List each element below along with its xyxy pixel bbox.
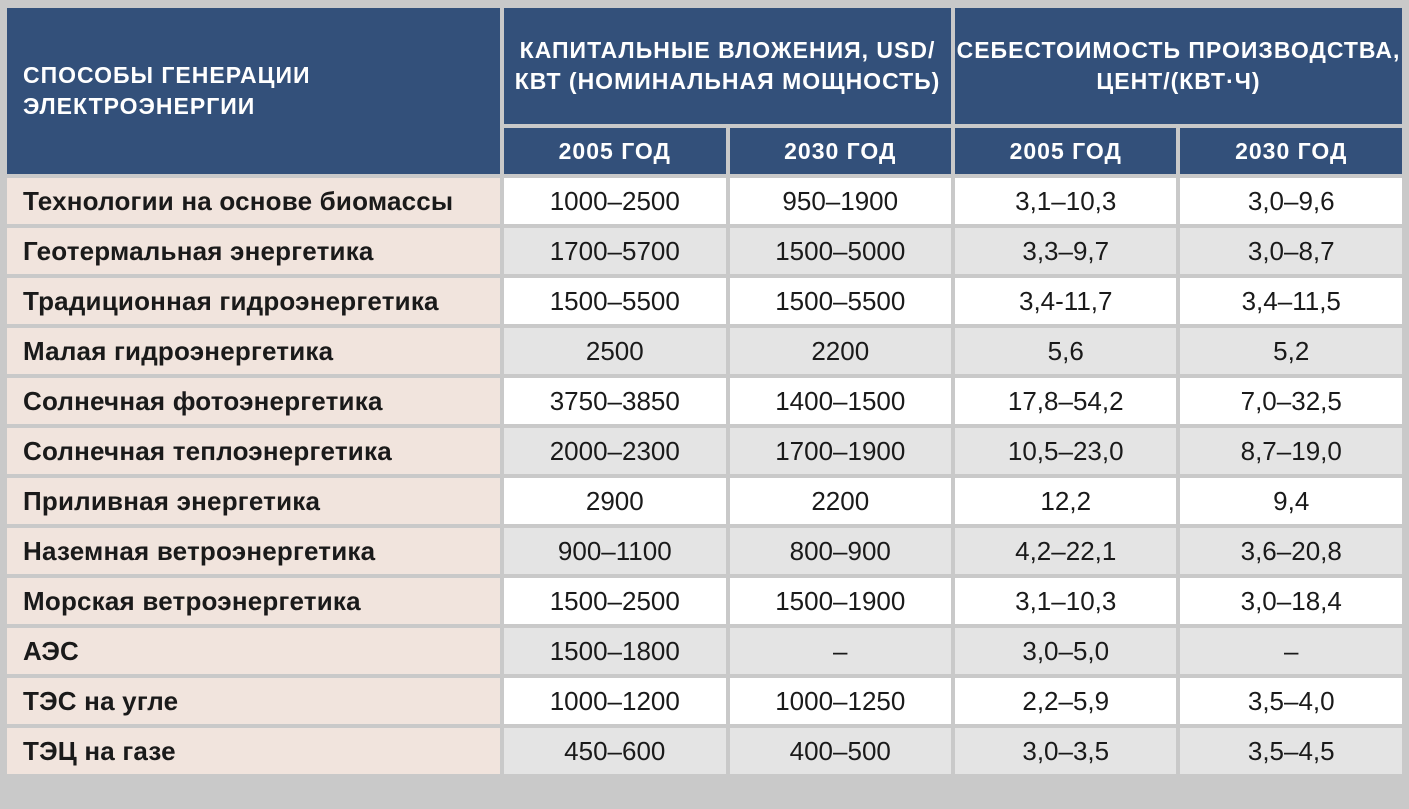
cell-cost-2030: 3,6–20,8 [1180,528,1402,574]
cell-capital-2030: 2200 [730,478,951,524]
table-row [7,328,1402,374]
cell-cost-2030: – [1180,628,1402,674]
table-row [7,578,1402,624]
table-row [7,628,1402,674]
row-label: Геотермальная энергетика [7,228,500,274]
row-label: Технологии на основе биомассы [7,178,500,224]
cell-cost-2005: 5,6 [955,328,1176,374]
cell-capital-2005: 2500 [504,328,725,374]
cell-capital-2005: 1000–2500 [504,178,725,224]
table-row [7,228,1402,274]
cell-cost-2030: 8,7–19,0 [1180,428,1402,474]
cell-cost-2030: 3,4–11,5 [1180,278,1402,324]
header-year-cap-2005: 2005 ГОД [504,128,725,174]
row-label: Приливная энергетика [7,478,500,524]
cell-capital-2005: 900–1100 [504,528,725,574]
cell-cost-2005: 3,4-11,7 [955,278,1176,324]
cell-capital-2030: 800–900 [730,528,951,574]
cell-cost-2005: 3,3–9,7 [955,228,1176,274]
cell-cost-2030: 3,0–9,6 [1180,178,1402,224]
table-row [7,678,1402,724]
cell-capital-2005: 2900 [504,478,725,524]
row-label: Солнечная теплоэнергетика [7,428,500,474]
cell-capital-2030: – [730,628,951,674]
table-row [7,728,1402,774]
header-capital-investment: КАПИТАЛЬНЫЕ ВЛОЖЕНИЯ, USD/КВТ (НОМИНАЛЬНАЯ МОЩНОСТЬ) [504,8,951,124]
cell-cost-2005: 10,5–23,0 [955,428,1176,474]
header-year-cost-2030: 2030 ГОД [1180,128,1402,174]
energy-cost-table [3,4,1406,778]
cell-capital-2030: 1700–1900 [730,428,951,474]
cell-capital-2030: 2200 [730,328,951,374]
cell-capital-2005: 1500–5500 [504,278,725,324]
header-generation-methods: СПОСОБЫ ГЕНЕРАЦИИ ЭЛЕКТРОЭНЕРГИИ [7,8,500,174]
cell-cost-2005: 2,2–5,9 [955,678,1176,724]
cell-cost-2005: 3,1–10,3 [955,178,1176,224]
row-label: ТЭЦ на газе [7,728,500,774]
cell-cost-2005: 12,2 [955,478,1176,524]
row-label: АЭС [7,628,500,674]
table-row [7,528,1402,574]
table-row [7,428,1402,474]
cell-capital-2030: 1500–1900 [730,578,951,624]
header-year-cap-2030: 2030 ГОД [730,128,951,174]
cell-cost-2005: 3,0–5,0 [955,628,1176,674]
cell-capital-2030: 950–1900 [730,178,951,224]
cell-cost-2030: 3,0–18,4 [1180,578,1402,624]
cell-capital-2005: 1500–2500 [504,578,725,624]
cell-capital-2030: 1500–5000 [730,228,951,274]
cell-capital-2005: 450–600 [504,728,725,774]
cell-capital-2030: 1500–5500 [730,278,951,324]
cell-cost-2030: 3,5–4,0 [1180,678,1402,724]
cell-cost-2030: 3,0–8,7 [1180,228,1402,274]
cell-capital-2030: 1400–1500 [730,378,951,424]
cell-cost-2005: 3,0–3,5 [955,728,1176,774]
cell-capital-2005: 1500–1800 [504,628,725,674]
cell-capital-2005: 1000–1200 [504,678,725,724]
cell-cost-2005: 3,1–10,3 [955,578,1176,624]
row-label: Морская ветроэнергетика [7,578,500,624]
cell-capital-2005: 1700–5700 [504,228,725,274]
table-row [7,278,1402,324]
table-row [7,478,1402,524]
table-row [7,378,1402,424]
header-year-cost-2005: 2005 ГОД [955,128,1176,174]
cell-cost-2030: 7,0–32,5 [1180,378,1402,424]
row-label: Малая гидроэнергетика [7,328,500,374]
cell-cost-2030: 9,4 [1180,478,1402,524]
cell-cost-2030: 3,5–4,5 [1180,728,1402,774]
cell-cost-2005: 4,2–22,1 [955,528,1176,574]
table-row [7,178,1402,224]
cell-capital-2005: 3750–3850 [504,378,725,424]
row-label: ТЭС на угле [7,678,500,724]
cell-capital-2030: 400–500 [730,728,951,774]
cell-cost-2005: 17,8–54,2 [955,378,1176,424]
cell-capital-2030: 1000–1250 [730,678,951,724]
row-label: Солнечная фотоэнергетика [7,378,500,424]
row-label: Наземная ветроэнергетика [7,528,500,574]
cell-cost-2030: 5,2 [1180,328,1402,374]
header-production-cost: СЕБЕСТОИМОСТЬ ПРОИЗВОДСТВА, ЦЕНТ/(КВТ·Ч) [955,8,1402,124]
cell-capital-2005: 2000–2300 [504,428,725,474]
row-label: Традиционная гидроэнергетика [7,278,500,324]
table-body [7,178,1402,774]
